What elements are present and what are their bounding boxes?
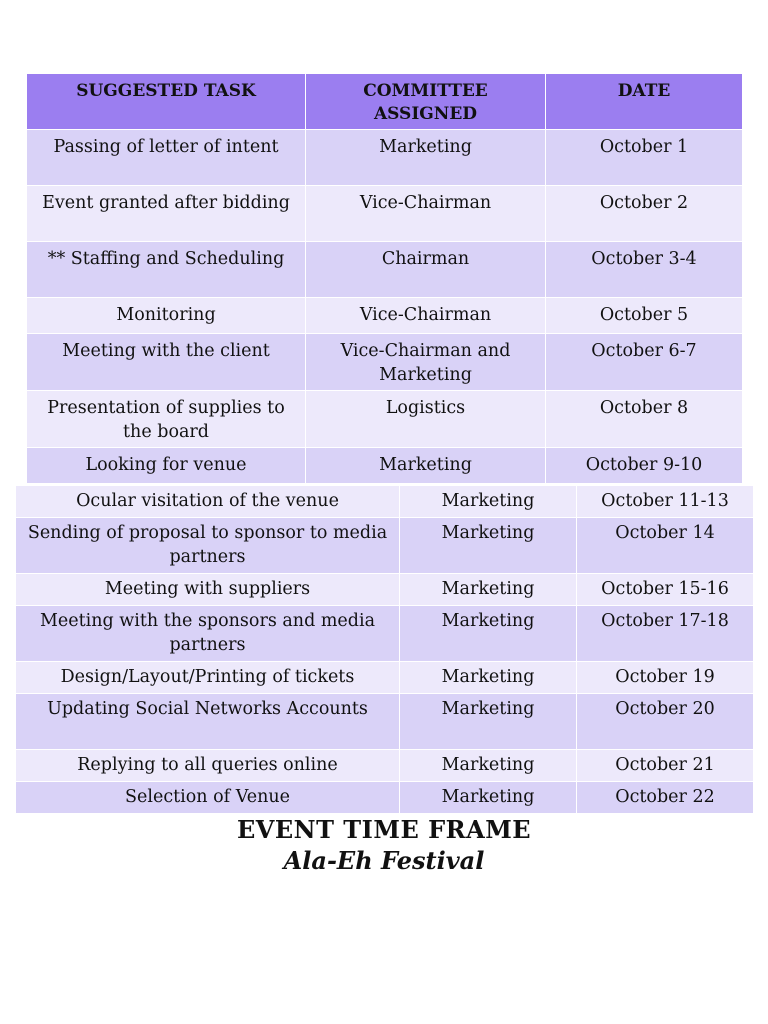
committee-cell: Marketing (400, 750, 577, 782)
date-cell: October 6-7 (546, 334, 743, 391)
table-row (27, 298, 743, 334)
date-cell: October 2 (546, 186, 743, 242)
task-cell: Passing of letter of intent (27, 130, 306, 186)
table-header-row (27, 74, 743, 130)
date-cell: October 9-10 (546, 448, 743, 484)
date-cell: October 22 (577, 782, 754, 814)
date-cell: October 8 (546, 391, 743, 448)
date-cell: October 14 (577, 518, 754, 574)
table-row (16, 518, 754, 574)
date-cell: October 5 (546, 298, 743, 334)
task-cell: Design/Layout/Printing of tickets (16, 662, 400, 694)
committee-cell: Vice-Chairman (306, 298, 546, 334)
committee-cell: Chairman (306, 242, 546, 298)
task-cell: Monitoring (27, 298, 306, 334)
table-row (16, 574, 754, 606)
header-suggested-task: SUGGESTED TASK (27, 74, 306, 130)
task-cell: Looking for venue (27, 448, 306, 484)
task-cell: Replying to all queries online (16, 750, 400, 782)
date-cell: October 3-4 (546, 242, 743, 298)
date-cell: October 11-13 (577, 486, 754, 518)
task-cell: Meeting with the client (27, 334, 306, 391)
table-row (16, 782, 754, 814)
task-cell: Meeting with the sponsors and media partners (16, 606, 400, 662)
date-cell: October 20 (577, 694, 754, 750)
table-row (16, 694, 754, 750)
task-cell: Selection of Venue (16, 782, 400, 814)
task-cell: Ocular visitation of the venue (16, 486, 400, 518)
date-cell: October 15-16 (577, 574, 754, 606)
table-row (16, 486, 754, 518)
committee-cell: Vice-Chairman (306, 186, 546, 242)
task-cell: Updating Social Networks Accounts (16, 694, 400, 750)
committee-cell: Marketing (400, 486, 577, 518)
committee-cell: Marketing (306, 448, 546, 484)
task-cell: ** Staffing and Scheduling (27, 242, 306, 298)
committee-cell: Marketing (306, 130, 546, 186)
task-cell: Presentation of supplies to the board (27, 391, 306, 448)
committee-cell: Marketing (400, 662, 577, 694)
table-row (27, 391, 743, 448)
date-cell: October 17-18 (577, 606, 754, 662)
schedule-table-upper (26, 73, 743, 484)
task-cell: Sending of proposal to sponsor to media partners (16, 518, 400, 574)
committee-cell: Marketing (400, 518, 577, 574)
committee-cell: Marketing (400, 574, 577, 606)
table-row (27, 186, 743, 242)
committee-cell: Vice-Chairman and Marketing (306, 334, 546, 391)
task-cell: Meeting with suppliers (16, 574, 400, 606)
date-cell: October 19 (577, 662, 754, 694)
table-row (16, 606, 754, 662)
table-row (16, 750, 754, 782)
committee-cell: Marketing (400, 782, 577, 814)
committee-cell: Logistics (306, 391, 546, 448)
document-title: EVENT TIME FRAME (236, 815, 532, 844)
date-cell: October 21 (577, 750, 754, 782)
header-date: DATE (546, 74, 743, 130)
table-row (16, 662, 754, 694)
table-row (27, 242, 743, 298)
committee-cell: Marketing (400, 606, 577, 662)
date-cell: October 1 (546, 130, 743, 186)
table-row (27, 334, 743, 391)
schedule-table-lower (15, 485, 754, 814)
document-subtitle: Ala-Eh Festival (283, 846, 485, 875)
table-row (27, 448, 743, 484)
table-row (27, 130, 743, 186)
committee-cell: Marketing (400, 694, 577, 750)
header-committee-assigned: COMMITTEE ASSIGNED (306, 74, 546, 130)
task-cell: Event granted after bidding (27, 186, 306, 242)
